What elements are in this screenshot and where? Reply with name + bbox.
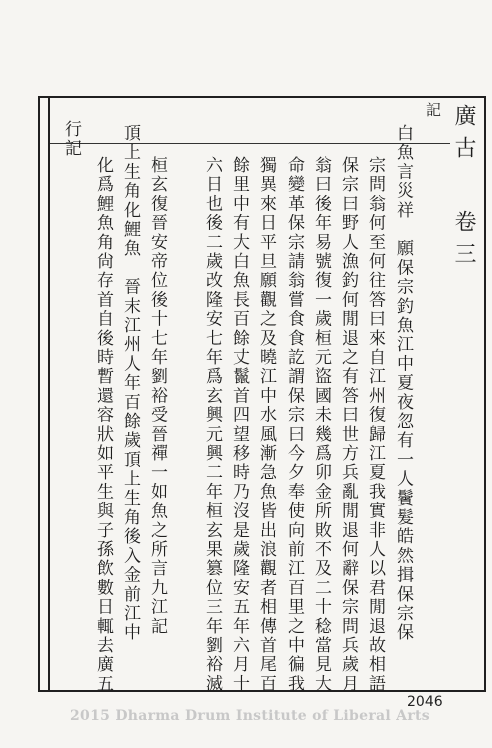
inner-border-line	[48, 96, 50, 692]
text-column-10: 頂上生角化鯉魚 晉末江州人年百餘歲頂上生角後入金前江中	[120, 124, 140, 643]
text-column-6: 獨異來日平旦願觀之及曉江中水風漸急魚皆出浪觀者相傳首尾百	[256, 156, 276, 694]
text-column-9: 桓玄復晉安帝位後十七年劉裕受晉禪一如魚之所言九江記	[147, 156, 167, 636]
header-volume-note: 卷三	[451, 210, 476, 274]
text-column-7: 餘里中有大白魚長百餘丈鬣首四望移時乃沒是歲隆安五年六月十	[229, 156, 249, 694]
text-column-12: 行記	[61, 120, 81, 159]
watermark-footer: 2015 Dharma Drum Institute of Liberal Arts	[70, 708, 430, 724]
header-title: 廣古	[451, 104, 476, 168]
text-column-8: 六日也後二歲改隆安七年爲玄興元興二年桓玄果篡位三年劉裕滅	[202, 156, 222, 694]
text-column-3: 保宗曰野人漁釣何閒退之有答曰世方兵亂閒退何辭保宗問兵歲月	[338, 156, 358, 694]
page-number: 2046	[407, 694, 443, 710]
text-column-4: 翁曰後年易號復一歲桓元盜國未幾爲卯金所敗不及二十稔當見大	[311, 156, 331, 694]
text-column-2: 宗問翁何至何往答曰來自江州復歸江夏我實非人以君閒退故相語	[365, 156, 385, 694]
header-rule	[50, 143, 450, 144]
text-column-1: 白魚言災祥 願保宗釣魚江中夏夜忽有一人鬢髮皓然揖保宗保	[393, 124, 413, 643]
section-label: 記	[424, 102, 442, 120]
text-column-5: 命變革保宗請翁嘗食食訖謂保宗曰今夕奉使向前江百里之中徧我	[284, 156, 304, 694]
text-column-11: 化爲鯉魚角尙存首自後時暫還容狀如平生與子孫飲數日輒去廣五	[93, 156, 113, 694]
